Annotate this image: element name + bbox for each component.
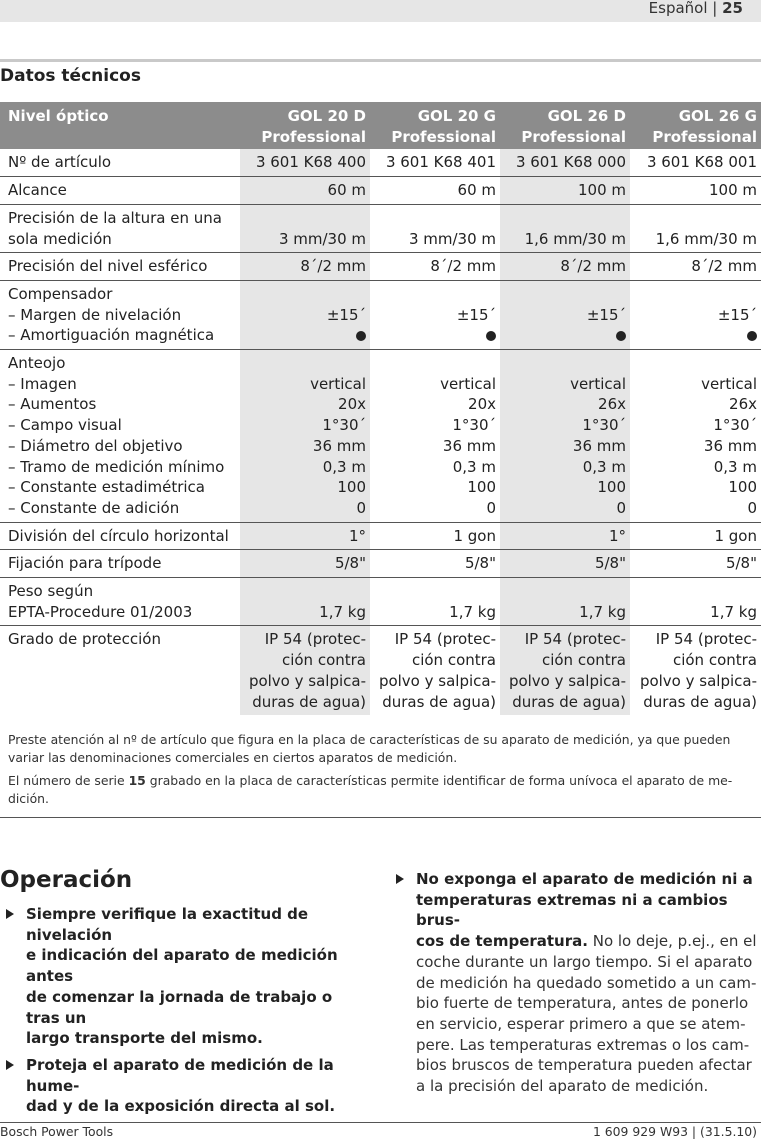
triangle-bullet-icon [6,909,14,919]
table-cell: 1,7 kg [370,578,500,626]
row-label: Grado de protección [8,630,161,649]
table-cell: 3 601 K68 400 [240,149,370,176]
table-row [0,280,761,349]
table-cell: 5/8" [370,550,500,578]
table-cell: 8´/2 mm [240,253,370,281]
header-page-number: 25 [722,0,743,17]
table-cell: IP 54 (protec- ción contra polvo y salpica- duras de agua) [240,626,370,715]
table-cell: ±15´ [240,280,370,349]
table-cell: 3 601 K68 401 [370,149,500,176]
table-cell: 3 601 K68 000 [500,149,630,176]
spec-table [0,102,761,715]
footer-brand: Bosch Power Tools [0,1124,114,1139]
table-cell: vertical 26x 1°30´ 36 mm 0,3 m 100 0 [500,350,630,523]
list-item: Siempre verifique la exactitud de nivelación e indicación del aparato de medición antes de comenzar la jornada de trabajo o tras un largo transporte del mismo. [6,904,366,1049]
table-row [0,149,761,176]
operation-right-column [396,869,761,1103]
table-header-model: GOL 20 G Professional [370,102,500,149]
table-cell: 8´/2 mm [630,253,761,281]
footer-divider [0,1122,761,1123]
table-cell: 1 gon [370,522,500,550]
table-cell: IP 54 (protec- ción contra polvo y salpica- duras de agua) [378,630,496,711]
notes-divider [0,817,761,818]
table-cell: 100 m [500,177,630,205]
row-label: Anteojo – Imagen – Aumentos – Campo visual – Diámetro del objetivo – Tramo de medición mínimo – Constante estadimétrica – Constante de adición [0,350,240,523]
table-cell: 1 gon [630,522,761,550]
top-divider [0,59,761,62]
table-cell: 5/8" [500,550,630,578]
table-row [0,578,761,626]
row-label: Fijación para trípode [0,550,240,578]
table-cell: ±15´ [500,280,630,349]
triangle-bullet-icon [396,874,404,884]
note-serial-number: El número de serie 15 grabado en la placa de características permite identificar de forma unívoca el aparato de me- dición. [8,773,733,806]
table-cell: 60 m [370,177,500,205]
row-label: División del círculo horizontal [0,522,240,550]
header-language: Español [648,0,708,17]
table-row [0,350,761,523]
table-row [0,177,761,205]
page-header-bar [0,0,761,22]
section-title: Datos técnicos [0,66,141,86]
list-item: Proteja el aparato de medición de la hume- dad y de la exposición directa al sol. [6,1055,366,1117]
table-cell: 5/8" [630,550,761,578]
table-notes [0,731,761,813]
table-cell: ±15´ [630,280,761,349]
table-cell: 100 m [630,177,761,205]
filled-dot-icon [356,331,366,341]
operation-title: Operación [0,867,133,893]
table-cell: 60 m [240,177,370,205]
table-row [0,204,761,252]
filled-dot-icon [616,331,626,341]
table-cell: 8´/2 mm [500,253,630,281]
table-header-model: GOL 26 D Professional [500,102,630,149]
row-label: Nº de artículo [0,149,240,176]
table-cell: 5/8" [240,550,370,578]
operation-left-column [6,904,366,1123]
table-header-model: GOL 20 D Professional [240,102,370,149]
table-cell: 8´/2 mm [370,253,500,281]
page-header-language: Español | 25 [648,0,743,17]
filled-dot-icon [486,331,496,341]
table-row [0,550,761,578]
triangle-bullet-icon [6,1060,14,1070]
table-cell: IP 54 (protec- ción contra polvo y salpica- duras de agua) [639,630,757,711]
table-cell: IP 54 (protec- ción contra polvo y salpica- duras de agua) [500,626,630,715]
table-row [0,522,761,550]
table-cell: vertical 20x 1°30´ 36 mm 0,3 m 100 0 [370,350,500,523]
table-cell: 1,7 kg [630,578,761,626]
table-cell: vertical 26x 1°30´ 36 mm 0,3 m 100 0 [630,350,761,523]
table-row [0,626,761,715]
filled-dot-icon [747,331,757,341]
table-header-label: Nivel óptico [0,102,240,149]
list-item: No exponga el aparato de medición ni a temperaturas extremas ni a cambios brus- cos de temperatura. No lo deje, p.ej., en el coche durante un largo tiempo. Si el aparato de medición ha quedado sometido a un cam- bio fuerte de temperatura, antes de ponerlo en servicio, esperar primero a que se atem- pere. Las temperaturas extremas o los cam- bios bruscos de temperatura pueden afectar a la precisión del aparato de medición. [396,869,761,1097]
table-header-row [0,102,761,149]
table-header-model: GOL 26 G Professional [630,102,761,149]
table-row [0,253,761,281]
table-cell: ±15´ [370,280,500,349]
row-label: Peso según EPTA-Procedure 01/2003 [0,578,240,626]
table-cell: 1° [500,522,630,550]
footer-doc-number: 1 609 929 W93 | (31.5.10) [592,1124,757,1139]
table-cell: vertical 20x 1°30´ 36 mm 0,3 m 100 0 [240,350,370,523]
note-article-number: Preste atención al nº de artículo que figura en la placa de características de su aparato de medición, ya que pueden variar las denominaciones comerciales en ciertos aparatos de medición. [8,732,731,765]
table-cell: 3 mm/30 m [240,204,370,252]
table-cell: 1,7 kg [500,578,630,626]
row-label: Alcance [0,177,240,205]
table-cell: 1,6 mm/30 m [630,204,761,252]
table-cell: 1,7 kg [240,578,370,626]
table-cell: 3 mm/30 m [370,204,500,252]
row-label: Precisión de la altura en una sola medición [0,204,240,252]
row-label: Compensador – Margen de nivelación – Amortiguación magnética [0,280,240,349]
row-label: Precisión del nivel esférico [0,253,240,281]
table-cell: 1° [240,522,370,550]
table-cell: 3 601 K68 001 [630,149,761,176]
table-cell: 1,6 mm/30 m [500,204,630,252]
